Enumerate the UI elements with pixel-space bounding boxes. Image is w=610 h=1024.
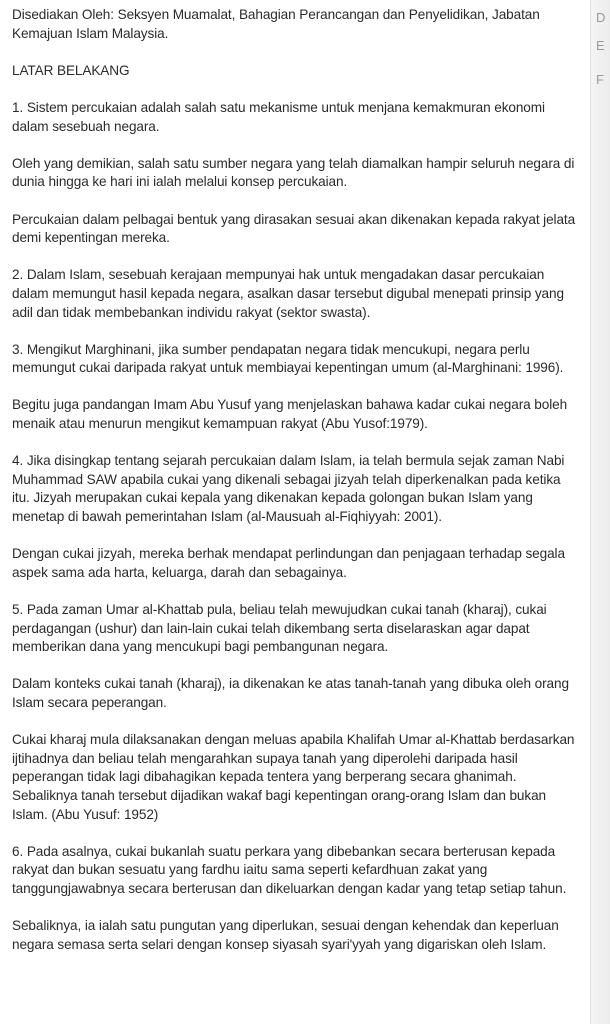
article-body bbox=[12, 6, 578, 973]
section-heading: LATAR BELAKANG bbox=[12, 62, 130, 78]
side-panel-letter: F bbox=[596, 72, 604, 87]
paragraph-3: Percukaian dalam pelbagai bentuk yang dirasakan sesuai akan dikenakan kepada rakyat jelata demi kepentingan mereka. bbox=[12, 211, 576, 246]
paragraph-1: 1. Sistem percukaian adalah salah satu mekanisme untuk menjana kemakmuran ekonomi dalam sesebuah negara. bbox=[12, 99, 545, 134]
paragraph-4: 2. Dalam Islam, sesebuah kerajaan mempunyai hak untuk mengadakan dasar percukaian dalam memungut hasil kepada negara, asalkan dasar tersebut digubal menepati prinsip yang adil dan tidak membebankan individu rakyat (sektor swasta). bbox=[12, 267, 564, 320]
side-panel-letter: E bbox=[596, 38, 605, 53]
paragraph-13: Sebaliknya, ia ialah satu pungutan yang diperlukan, sesuai dengan kehendak dan keperluan negara semasa serta selari dengan konsep siyasah syari'yyah yang digariskan oleh Islam. bbox=[12, 918, 559, 952]
paragraph-7: 4. Jika disingkap tentang sejarah percukaian dalam Islam, ia telah bermula sejak zaman Nabi Muhammad SAW apabila cukai yang dikenali sebagai jizyah telah diperkenalkan pada ketika itu. Jizyah merupakan cukai kepala yang dikenakan kepada golongan bukan Islam yang menetap di bawah pemerintahan Islam (al-Mausuah al-Fiqhiyyah: 2001). bbox=[12, 453, 565, 525]
paragraph-8: Dengan cukai jizyah, mereka berhak mendapat perlindungan dan penjagaan terhadap segala aspek sama ada harta, keluarga, darah dan sebagainya. bbox=[12, 546, 565, 580]
paragraph-9: 5. Pada zaman Umar al-Khattab pula, beliau telah mewujudkan cukai tanah (kharaj), cukai perdagangan (ushur) dan lain-lain cukai telah dikembang serta diselaraskan agar dapat memberikan dana yang mencukupi bagi pembangunan negara. bbox=[12, 602, 547, 655]
attribution-text: Disediakan Oleh: Seksyen Muamalat, Bahagian Perancangan dan Penyelidikan, Jabatan Kemajuan Islam Malaysia. bbox=[12, 7, 540, 41]
paragraph-2: Oleh yang demikian, salah satu sumber negara yang telah diamalkan hampir seluruh negara di dunia hingga ke hari ini ialah melalui konsep percukaian. bbox=[12, 155, 575, 190]
paragraph-5: 3. Mengikut Marghinani, jika sumber pendapatan negara tidak mencukupi, negara perlu memungut cukai daripada rakyat untuk membiayai kepentingan umum (al-Marghinani: 1996). bbox=[12, 341, 564, 376]
paragraph-6: Begitu juga pandangan Imam Abu Yusuf yang menjelaskan bahawa kadar cukai negara boleh menaik atau menurun mengikut kemampuan rakyat (Abu Yusof:1979). bbox=[12, 397, 568, 432]
side-panel bbox=[590, 0, 610, 1024]
paragraph-11: Cukai kharaj mula dilaksanakan dengan meluas apabila Khalifah Umar al-Khattab berdasarkan ijtihadnya dan beliau telah mengarahkan supaya tanah yang diperolehi daripada hasil peperangan tidak lagi dibahagikan kepada tentera yang berperang secara ghanimah. Sebaliknya tanah tersebut dijadikan wakaf bagi kepentingan orang-orang Islam dan bukan Islam. (Abu Yusuf: 1952) bbox=[12, 732, 575, 822]
paragraph-12: 6. Pada asalnya, cukai bukanlah suatu perkara yang dibebankan secara berterusan kepada rakyat dan bukan sesuatu yang fardhu iaitu sama seperti kefardhuan zakat yang tanggungjawabnya secara berterusan dan dikeluarkan dengan kadar yang tetap setiap tahun. bbox=[12, 843, 567, 896]
paragraph-10: Dalam konteks cukai tanah (kharaj), ia dikenakan ke atas tanah-tanah yang dibuka oleh orang Islam secara peperangan. bbox=[12, 676, 569, 710]
side-panel-letter: D bbox=[596, 10, 606, 25]
